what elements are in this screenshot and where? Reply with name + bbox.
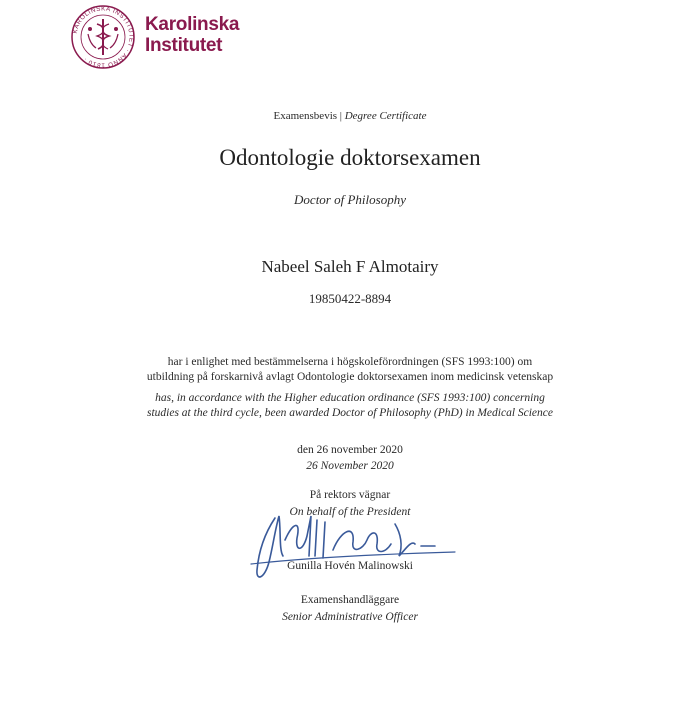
statement-en-line-2: studies at the third cycle, been awarded Doctor of Philosophy (PhD) in Medical Science	[146, 407, 553, 419]
handwritten-signature	[245, 500, 465, 595]
svg-text:KAROLINSKA INSTITUTET · ANNO 1: KAROLINSKA INSTITUTET · ANNO 1810 ·	[71, 5, 135, 69]
wordmark-line-2: Institutet	[145, 35, 223, 56]
certificate-type	[0, 110, 700, 122]
issue-date-sv: den 26 november 2020	[297, 444, 403, 456]
statement-en-line-1: has, in accordance with the Higher education ordinance (SFS 1993:100) concerning	[155, 392, 545, 404]
personal-number: 19850422-8894	[308, 291, 392, 306]
signatory-role-sv: Examenshandläggare	[300, 594, 400, 606]
certificate-type-sv: Examensbevis	[273, 110, 338, 122]
statement-sv-line-2: utbildning på forskarnivå avlagt Odontologie doktorsexamen inom medicinsk vetenskap	[146, 371, 554, 383]
on-behalf-en: On behalf of the President	[289, 506, 411, 518]
karolinska-wordmark	[145, 14, 239, 56]
degree-title-en: Doctor of Philosophy	[294, 192, 406, 207]
certificate-type-separator: |	[337, 110, 345, 122]
wordmark-line-1: Karolinska	[145, 14, 240, 35]
statement-sv	[0, 355, 700, 385]
issue-date-en: 26 November 2020	[306, 460, 394, 472]
karolinska-seal-icon	[70, 4, 136, 70]
degree-title-sv: Odontologie doktorsexamen	[219, 145, 481, 170]
signatory-name: Gunilla Hovén Malinowski	[287, 560, 413, 572]
on-behalf-sv: På rektors vägnar	[309, 489, 391, 501]
holder-name: Nabeel Saleh F Almotairy	[261, 257, 439, 276]
certificate-type-en: Degree Certificate	[344, 110, 427, 122]
karolinska-logo	[70, 4, 240, 72]
statement-sv-line-1: har i enlighet med bestämmelserna i högskoleförordningen (SFS 1993:100) om	[167, 356, 533, 368]
signatory-role-en: Senior Administrative Officer	[282, 611, 418, 623]
statement-en	[0, 391, 700, 421]
